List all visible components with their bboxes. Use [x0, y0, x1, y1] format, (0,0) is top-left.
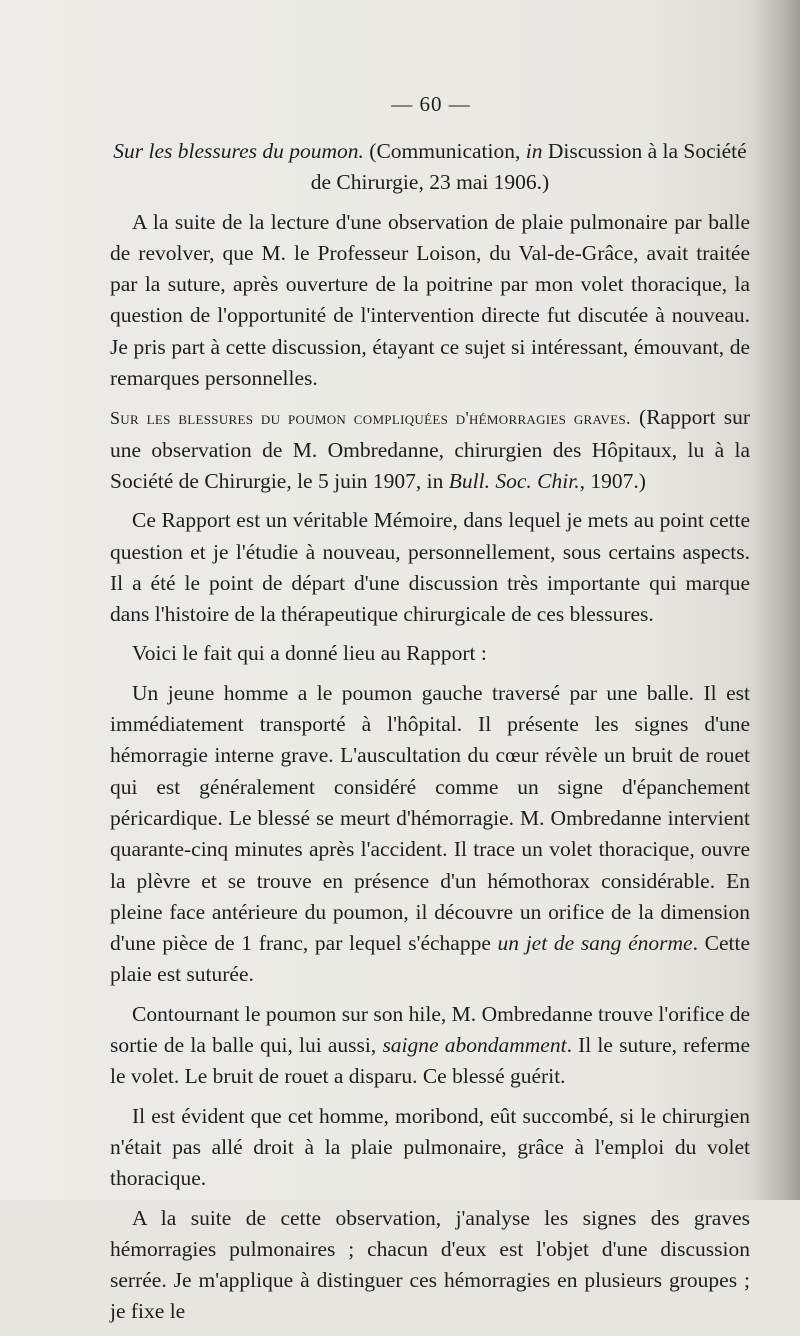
- entry-2-paragraph-1: Ce Rapport est un véritable Mémoire, dans lequel je mets au point cette question et je l'étudie à nouveau, personnellement, sous certains aspects. Il a été le point de départ d'une discussion très importante qui marque dans l'histoire de la thérapeutique chirurgicale de ces blessures.: [110, 508, 750, 627]
- entry-2-ref-a: (Rapport sur une observation de M. Ombredanne, chirurgien des Hôpitaux, lu à la Société de Chirurgie, le 5 juin 1907, in: [110, 405, 750, 493]
- page-binding-shadow: [754, 0, 800, 1200]
- entry-2-ref-b: , 1907.): [579, 468, 646, 493]
- paragraph-4-text-b: . Il le suture, referme le volet. Le bruit de rouet a disparu. Ce blessé guérit.: [110, 1033, 750, 1089]
- entry-2-ref-journal: Bull. Soc. Chir.: [448, 468, 580, 493]
- paragraph-3-emphasis: un jet de sang énorme: [497, 931, 693, 956]
- paragraph-3-text-b: . Cette plaie est suturée.: [110, 931, 750, 987]
- entry-1-title: Sur les blessures du poumon.: [113, 139, 364, 163]
- entry-1-ref: (Communication,: [363, 139, 526, 163]
- entry-2-paragraph-4: [110, 999, 750, 1093]
- entry-2-paragraph-3: [110, 678, 750, 991]
- entry-2-title: Sur les blessures du poumon compliquées d'hémorragies graves.: [110, 408, 631, 429]
- entry-2-paragraph-6: A la suite de cette observation, j'analyse les signes des graves hémorragies pulmonaires ; chacun d'eux est l'objet d'une discussion serrée. Je m'applique à distinguer ces hémorragies en plusieurs groupes ; je fixe le: [110, 1205, 750, 1324]
- entry-1-ref-in: in: [525, 139, 543, 163]
- entry-2-heading: [110, 402, 750, 497]
- page-number: — 60 —: [391, 92, 471, 116]
- paragraph-4-emphasis: saigne abondamment: [382, 1033, 567, 1058]
- entry-2-paragraph-5: Il est évident que cet homme, moribond, eût succombé, si le chirurgien n'était pas allé droit à la plaie pulmonaire, grâce à l'emploi du volet thoracique.: [110, 1103, 750, 1191]
- page-text: [110, 136, 750, 1336]
- paragraph-4-text-a: Contournant le poumon sur son hile, M. Ombredanne trouve l'orifice de sortie de la balle qui, lui aussi,: [110, 1001, 750, 1058]
- entry-1-body: A la suite de la lecture d'une observation de plaie pulmonaire par balle de revolver, que M. le Professeur Loison, du Val-de-Grâce, avait traitée par la suture, après ouverture de la poitrine par mon volet thoracique, la question de l'opportunité de l'intervention directe fut discutée à nouveau. Je pris part à cette discussion, étayant ce sujet si intéressant, émouvant, de remarques personnelles.: [110, 209, 750, 391]
- entry-2-paragraph-2: Voici le fait qui a donné lieu au Rapport :: [132, 641, 487, 666]
- paragraph-3-text-a: Un jeune homme a le poumon gauche traversé par une balle. Il est immédiatement transporté à l'hôpital. Il présente les signes d'une hémorragie interne grave. L'auscultation du cœur révèle un bruit de rouet qui est généralement considéré comme un signe d'épanchement péricardique. Le blessé se meurt d'hémorragie. M. Ombredanne intervient quarante-cinq minutes après l'accident. Il trace un volet thoracique, ouvre la plèvre et se trouve en présence d'un hémothorax considérable. En pleine face antérieure du poumon, il découvre un orifice de la dimension d'une pièce de 1 franc, par lequel s'échappe: [110, 680, 750, 956]
- entry-1-heading: [110, 136, 750, 199]
- entry-1-ref-rest: Discussion à la Société de Chirurgie, 23 mai 1906.): [310, 139, 747, 195]
